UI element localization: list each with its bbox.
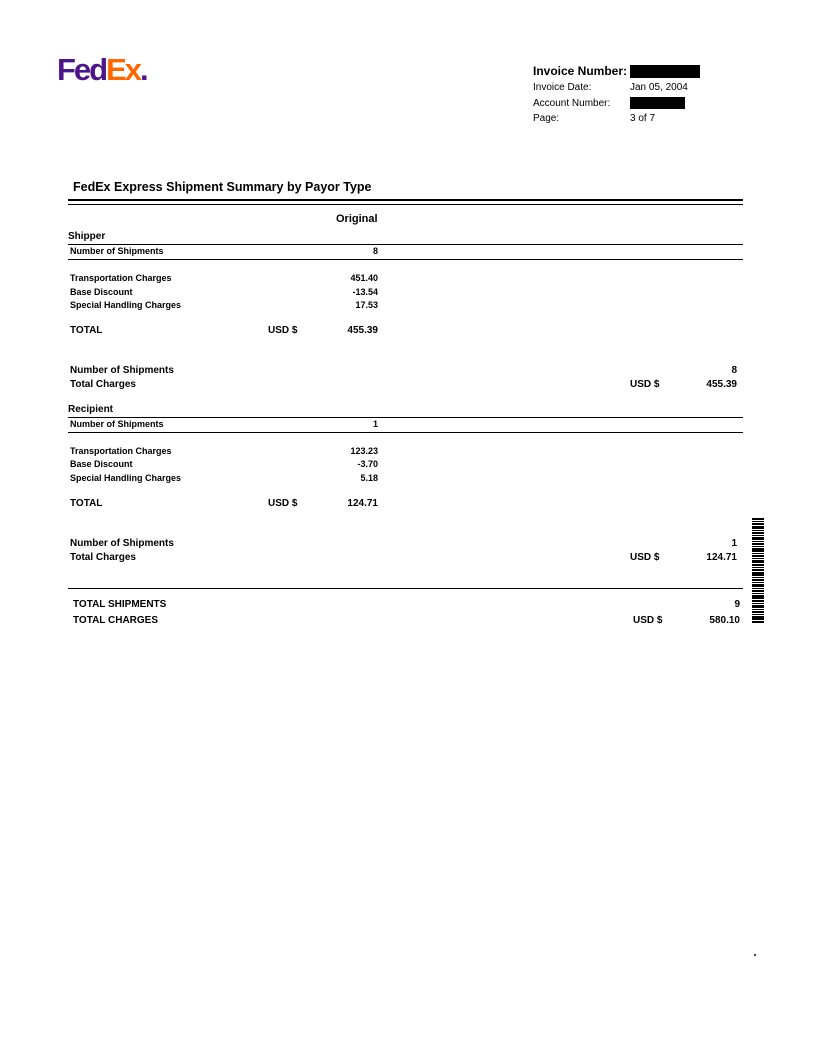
row-value: -13.54 bbox=[352, 287, 378, 297]
row-value: 1 bbox=[372, 419, 378, 429]
total-label: TOTAL bbox=[70, 325, 103, 336]
row-value: 455.39 bbox=[706, 379, 737, 390]
recipient-summary-charges-row bbox=[70, 552, 737, 563]
row-value: 123.23 bbox=[350, 446, 378, 456]
row-divider bbox=[68, 259, 743, 260]
invoice-date-label: Invoice Date: bbox=[533, 82, 592, 93]
shipper-summary-charges-row bbox=[70, 379, 737, 390]
shipper-total-row bbox=[70, 325, 378, 336]
row-label: TOTAL SHIPMENTS bbox=[73, 599, 167, 610]
currency-spacer bbox=[630, 365, 675, 376]
row-value: 9 bbox=[734, 599, 740, 610]
account-number-row bbox=[533, 97, 743, 109]
row-divider bbox=[68, 432, 743, 433]
currency-spacer bbox=[633, 599, 678, 610]
total-label: TOTAL bbox=[70, 498, 103, 509]
row-label: Special Handling Charges bbox=[70, 473, 182, 483]
section-title: Recipient bbox=[68, 404, 114, 415]
row-value: 124.71 bbox=[706, 552, 737, 563]
account-number-redacted bbox=[630, 97, 685, 109]
row-label: Number of Shipments bbox=[70, 538, 174, 549]
invoice-date-row bbox=[533, 82, 743, 93]
row-label: Total Charges bbox=[70, 552, 136, 563]
row-label: Number of Shipments bbox=[70, 246, 164, 256]
recipient-summary-shipments-row bbox=[70, 538, 737, 549]
invoice-number-label: Invoice Number: bbox=[533, 64, 628, 78]
row-label: Transportation Charges bbox=[70, 273, 172, 283]
page-label: Page: bbox=[533, 113, 560, 124]
row-value: 8 bbox=[372, 246, 378, 256]
row-value: 580.10 bbox=[709, 615, 740, 626]
row-value: 17.53 bbox=[355, 300, 378, 310]
logo-fed: Fed bbox=[57, 52, 107, 87]
section-title: Shipper bbox=[68, 231, 106, 242]
row-label: Number of Shipments bbox=[70, 419, 164, 429]
row-label: TOTAL CHARGES bbox=[73, 615, 159, 626]
row-label: Number of Shipments bbox=[70, 365, 174, 376]
shipper-transportation-row bbox=[70, 273, 378, 283]
row-label: Base Discount bbox=[70, 459, 133, 469]
recipient-total-row bbox=[70, 498, 378, 509]
recipient-base-discount-row bbox=[70, 459, 378, 469]
grand-total-charges-row bbox=[73, 615, 740, 626]
row-label: Total Charges bbox=[70, 379, 136, 390]
invoice-number-redacted bbox=[630, 65, 700, 78]
currency-label: USD $ bbox=[268, 325, 298, 336]
recipient-shipments-row bbox=[70, 419, 378, 429]
invoice-header-block bbox=[533, 64, 743, 128]
original-column-header: Original bbox=[336, 213, 378, 225]
logo-ex: Ex bbox=[106, 52, 141, 87]
recipient-section-header bbox=[68, 404, 743, 418]
total-value: 124.71 bbox=[347, 498, 378, 509]
fedex-logo bbox=[57, 54, 147, 85]
shipper-summary-shipments-row bbox=[70, 365, 737, 376]
grand-total-divider bbox=[68, 588, 743, 589]
account-number-label: Account Number: bbox=[533, 97, 611, 109]
currency-label: USD $ bbox=[633, 615, 663, 626]
report-title: FedEx Express Shipment Summary by Payor Type bbox=[73, 180, 372, 194]
currency-spacer bbox=[630, 538, 675, 549]
currency-label: USD $ bbox=[630, 379, 660, 390]
recipient-transportation-row bbox=[70, 446, 378, 456]
row-label: Transportation Charges bbox=[70, 446, 172, 456]
row-label: Base Discount bbox=[70, 287, 133, 297]
page-row bbox=[533, 113, 743, 124]
currency-label: USD $ bbox=[630, 552, 660, 563]
recipient-special-handling-row bbox=[70, 473, 378, 483]
row-value: -3.70 bbox=[357, 459, 378, 469]
row-value: 5.18 bbox=[360, 473, 378, 483]
page-value: 3 of 7 bbox=[630, 113, 656, 124]
shipper-shipments-row bbox=[70, 246, 378, 256]
title-divider bbox=[68, 199, 743, 205]
logo-period: . bbox=[140, 52, 147, 87]
grand-total-shipments-row bbox=[73, 599, 740, 610]
row-label: Special Handling Charges bbox=[70, 300, 182, 310]
row-value: 1 bbox=[731, 538, 737, 549]
currency-label: USD $ bbox=[268, 498, 298, 509]
invoice-date-value: Jan 05, 2004 bbox=[630, 82, 688, 93]
shipper-special-handling-row bbox=[70, 300, 378, 310]
invoice-number-row bbox=[533, 64, 743, 78]
barcode bbox=[752, 518, 764, 628]
total-value: 455.39 bbox=[347, 325, 378, 336]
row-value: 451.40 bbox=[350, 273, 378, 283]
shipper-base-discount-row bbox=[70, 287, 378, 297]
page-mark-dot bbox=[754, 954, 756, 956]
row-value: 8 bbox=[731, 365, 737, 376]
shipper-section-header bbox=[68, 231, 743, 245]
